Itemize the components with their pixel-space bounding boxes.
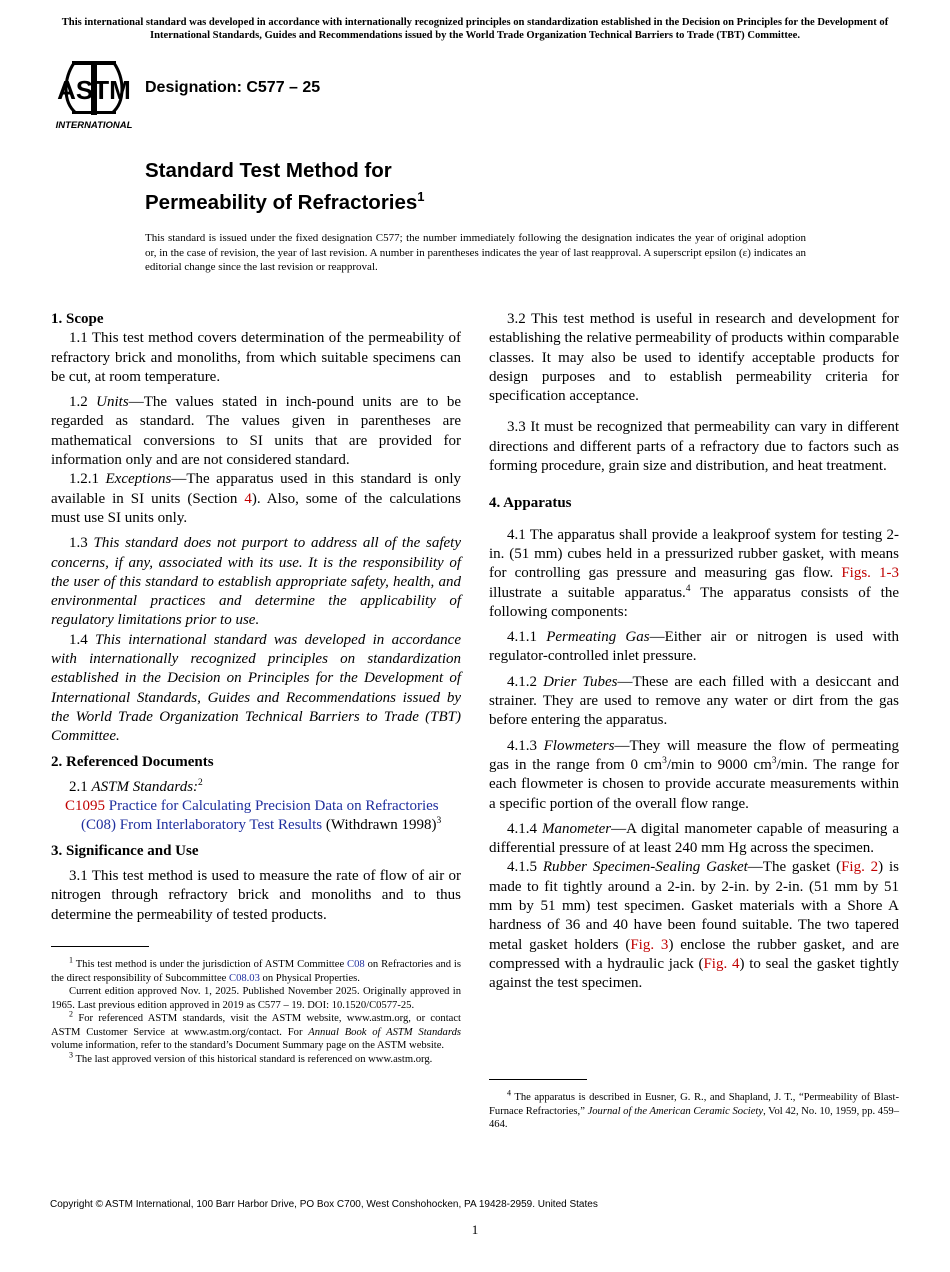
para-4-1-4: 4.1.4 Manometer—A digital manometer capable of measuring a differential pressure of at least 240 mm Hg across the specimen. [489, 820, 899, 857]
logo-subtitle: INTERNATIONAL [55, 120, 133, 131]
footnote-2: $^2$ For referenced ASTM standards, visit the ASTM website, www.astm.org, or contact ASTM Customer Service at www.astm.org/contact. For Annual Book of ASTM Standards volume information, refer to the standard’s Document Summary page on the ASTM website. [51, 1009, 461, 1051]
footnote-3: $^3$ The last approved version of this historical standard is referenced on www.astm.org. [69, 1049, 433, 1065]
para-1-4: 1.4 This international standard was developed in accordance with internationally recognized principles on standardization established in the Decision on Principles for the Development of International Standards, Guides and Recommendations issued by the World Trade Organization Technical Barriers to Trade (TBT) Committee. [51, 631, 461, 745]
para-1-2: 1.2 Units—The values stated in inch-pound units are to be regarded as standard. The values given in parentheses are mathematical conversions to SI units that are provided for information only and are not considered standard. [51, 394, 461, 469]
para-3-2: 3.2 This test method is useful in research and development for establishing the relative permeability of products within comparable classes. It may also be used to identify acceptable products for design purposes and to establish permeability criteria for specification acceptance. [489, 311, 899, 405]
committee-c08-link[interactable]: C08 [347, 959, 365, 970]
para-4-1-1: 4.1.1 Permeating Gas—Either air or nitrogen is used with regulator-controlled inlet pressure. [489, 629, 900, 665]
page-number: 1 [471, 1222, 479, 1237]
para-1-1: 1.1 This test method covers determination of the permeability of refractory brick and monoliths, from which suitable specimens can be cut, at room temperature. [51, 330, 461, 385]
ref-c1095-title-link[interactable]: Practice for Calculating Precision Data on Refractories (C08) From Interlaboratory Test Results [81, 798, 439, 834]
figs-1-3-link[interactable]: Figs. 1-3 [841, 565, 899, 582]
para-4-1-3: 4.1.3 Flowmeters—They will measure the flow of permeating gas in the range from 0 $cm^3/\min$ to 9000 $cm^3/\min$. The range for each flowmeter is chosen to provide accurate measurements within a specific portion of the overall flow range. [489, 737, 900, 812]
footnotes-left [51, 955, 461, 1066]
reference-c1095: C1095 Practice for Calculating Precision Data on Refractories (C08) From Interlaboratory Test Results (Withdrawn 1998)$^3$ [65, 798, 442, 834]
astm-logo [52, 55, 136, 131]
para-1-3: 1.3 This standard does not purport to address all of the safety concerns, if any, associated with its use. It is the responsibility of the user of this standard to establish appropriate safety, health, and environmental practices and determine the applicability of regulatory limitations prior to use. [51, 535, 462, 629]
para-3-3: 3.3 It must be recognized that permeability can vary in different directions and different parts of a refractory due to factors such as forming procedure, grain size and distribution, and heat treatment. [489, 419, 899, 475]
para-4-1-5: 4.1.5 Rubber Specimen-Sealing Gasket—The gasket (Fig. 2) is made to fit tightly around a 2-in. by 2-in. by 2-in. (51 mm by 51 mm by 51 mm) test specimen. Gasket materials with a Shore A hardness of 36 and 40 have been found suitable. The two tapered metal gasket holders (Fig. 3) enclose the rubber gasket, and are compressed with a hydraulic jack (Fig. 4) to seal the gasket tightly against the test specimen. [489, 859, 900, 992]
left-column [51, 310, 461, 925]
ref-c1095-link[interactable]: C1095 [65, 798, 106, 815]
logo-letters: ASTM [57, 75, 131, 105]
title-footnote-ref[interactable]: 1 [417, 189, 425, 204]
standard-notice: This international standard was developed in accordance with internationally recognized principles on standardization established in the Decision on Principles for the Development of International Standards, Guides and Recommendations issued by the World Trade Organization Technical Barriers to Trade (TBT) Committee. [61, 17, 889, 41]
footnote-1: $^1$ This test method is under the jurisdiction of ASTM Committee C08 on Refractories and is the direct responsibility of Subcommittee C08.03 on Physical Properties. [51, 955, 461, 984]
footnote-1-edition: Current edition approved Nov. 1, 2025. Published November 2025. Originally approved in 1965. Last previous edition approved in 2019 as C577 – 19. DOI: 10.1520/C0577-25. [51, 986, 461, 1011]
para-4-1: 4.1 The apparatus shall provide a leakproof system for testing 2-in. (51 mm) cubes held in a pressurized rubber gasket, with means for controlling gas pressure and measuring gas flow. Figs. 1-3 illustrate a suitable apparatus.$^4$ The apparatus consists of the following components: [489, 526, 899, 620]
designation: Designation: C577 – 25 [145, 79, 321, 96]
section-4-link[interactable]: 4 [244, 490, 252, 507]
title-line-2: Permeability of Refractories$^1$ [145, 189, 425, 214]
para-4-1-2: 4.1.2 Drier Tubes—These are each filled with a desiccant and strainer. They are used to remove any water or dirt from the gas before entering the apparatus. [489, 673, 900, 729]
section-1-heading: 1. Scope [51, 311, 104, 327]
footnote-4: $^4$ The apparatus is described in Eusner, G. R., and Shapland, J. T., “Permeability of Blast-Furnace Refractories,” Journal of the American Ceramic Society, Vol 42, No. 10, 1959, pp. 459–464. [489, 1088, 899, 1130]
para-3-1: 3.1 This test method is used to measure the rate of flow of air or nitrogen through refractory brick and monoliths and to thus determine the permeability of tested products. [51, 868, 461, 923]
title-line-1: Standard Test Method for [145, 159, 392, 182]
para-2-1: 2.1 ASTM Standards:$^2$ [69, 777, 203, 795]
para-1-2-1: 1.2.1 Exceptions—The apparatus used in this standard is only available in SI units (Section 4). Also, some of the calculations must use SI units only. [51, 471, 461, 526]
fig-3-link[interactable]: Fig. 3 [630, 936, 669, 953]
copyright: Copyright © ASTM International, 100 Barr Harbor Drive, PO Box C700, West Conshohocken, PA 19428-2959. United States [50, 1199, 598, 1210]
subcommittee-c08-03-link[interactable]: C08.03 [229, 972, 260, 984]
footnote-rule-left [51, 946, 149, 947]
footnotes-right [489, 1088, 899, 1132]
fig-4-link[interactable]: Fig. 4 [703, 955, 740, 972]
right-column [489, 310, 899, 994]
footnote-rule-right [489, 1079, 587, 1080]
section-3-heading: 3. Significance and Use [51, 842, 199, 859]
issued-note: This standard is issued under the fixed designation C577; the number immediately following the designation indicates the year of original adoption or, in the case of revision, the year of last revision. A number in parentheses indicates the year of last reapproval. A superscript epsilon (ε) indicates an editorial change since the last revision or reapproval. [145, 232, 806, 274]
section-2-heading: 2. Referenced Documents [51, 753, 214, 770]
fig-2-link[interactable]: Fig. 2 [841, 859, 879, 876]
section-4-heading: 4. Apparatus [489, 495, 572, 512]
page-title [145, 158, 425, 216]
